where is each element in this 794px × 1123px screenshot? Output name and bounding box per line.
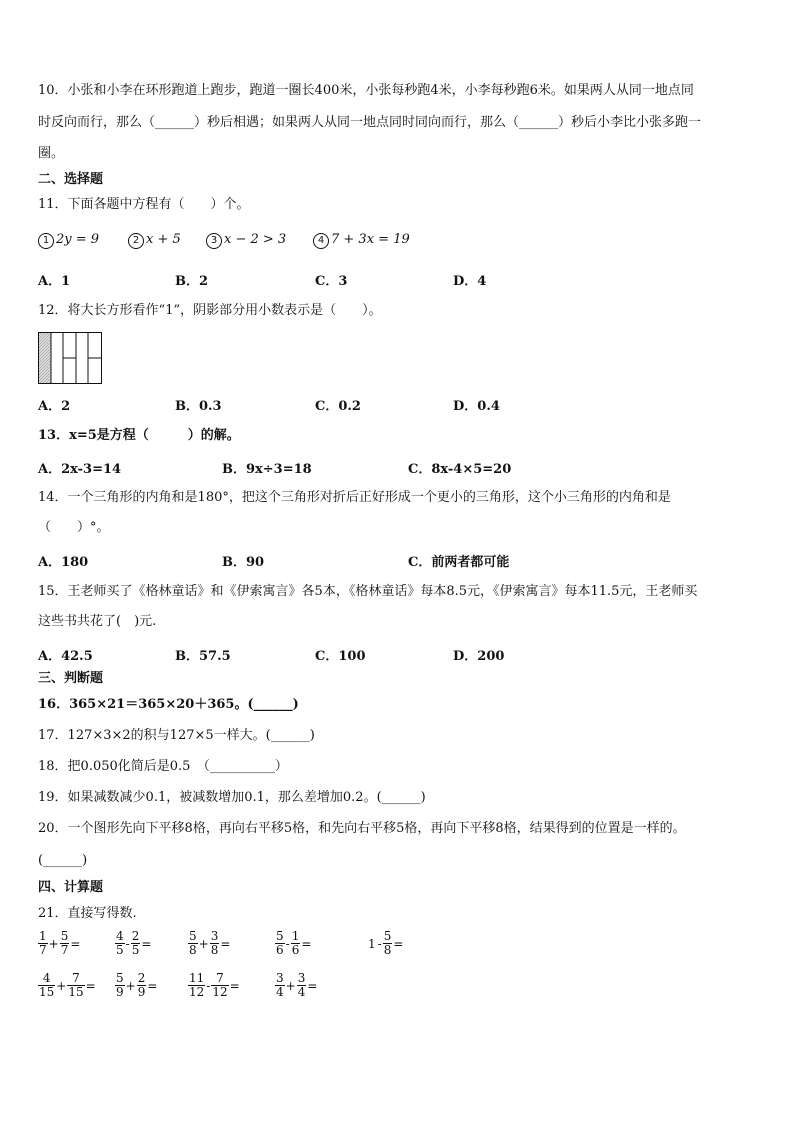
option: A．180 bbox=[38, 555, 89, 570]
option: C．8x-4×5=20 bbox=[408, 462, 512, 477]
q14-options bbox=[38, 551, 758, 569]
q20-line1: 20．一个图形先向下平移8格，再向右平移5格，和先向右平移5格，再向下平移8格，结果得到的位置是一样的。 bbox=[38, 821, 686, 836]
section-heading: 二、选择题 bbox=[38, 172, 104, 187]
q15-options bbox=[38, 645, 758, 663]
calc-item: $\frac{11}{12}$ - $\frac{7}{12}$ = bbox=[189, 971, 240, 999]
q10-line1: 10．小张和小李在环形跑道上跑步，跑道一圈长400米，小张每秒跑4米，小李每秒跑6米。如果两人从同一地点同 bbox=[38, 83, 694, 98]
rectangle-figure bbox=[38, 332, 102, 384]
q12-stem: 12．将大长方形看作“1”，阴影部分用小数表示是（ ）。 bbox=[38, 303, 382, 318]
equation-item: 1 2y = 9 bbox=[38, 232, 99, 249]
calc-item: 1 - $\frac{5}{8}$ = bbox=[368, 929, 404, 957]
option: D．200 bbox=[453, 649, 505, 664]
calc-item: $\frac{5}{6}$ - $\frac{1}{6}$ = bbox=[276, 929, 312, 957]
equation-item: 3 x − 2 > 3 bbox=[206, 232, 286, 249]
q16: 16．365×21＝365×20＋365。(______) bbox=[38, 697, 299, 712]
q17: 17．127×3×2的积与127×5一样大。(______) bbox=[38, 728, 315, 743]
option: C．前两者都可能 bbox=[408, 555, 510, 570]
calc-item: $\frac{5}{8}$ + $\frac{3}{8}$ = bbox=[189, 929, 231, 957]
option: B．57.5 bbox=[175, 649, 231, 664]
q12-options bbox=[38, 395, 758, 413]
calc-item: $\frac{3}{4}$ + $\frac{3}{4}$ = bbox=[276, 971, 318, 999]
q10-line3: 圈。 bbox=[38, 146, 65, 161]
option: A．42.5 bbox=[38, 649, 93, 664]
option: D．0.4 bbox=[453, 399, 500, 414]
option: C．3 bbox=[315, 274, 348, 289]
q11-options bbox=[38, 270, 758, 288]
option: B．2 bbox=[175, 274, 209, 289]
calc-item: $\frac{1}{7}$ + $\frac{5}{7}$ = bbox=[39, 929, 81, 957]
option: B．9x÷3=18 bbox=[222, 462, 312, 477]
calc-item: $\frac{4}{5}$ - $\frac{2}{5}$ = bbox=[116, 929, 152, 957]
option: B．0.3 bbox=[175, 399, 222, 414]
calc-item: $\frac{5}{9}$ + $\frac{2}{9}$ = bbox=[116, 971, 158, 999]
option: A．2 bbox=[38, 399, 71, 414]
q14-line1: 14．一个三角形的内角和是180°，把这个三角形对折后正好形成一个更小的三角形，这个小三角形的内角和是 bbox=[38, 490, 671, 505]
shaded-part bbox=[39, 333, 51, 383]
option: C．0.2 bbox=[315, 399, 361, 414]
q14-line2: （ ）°。 bbox=[38, 520, 110, 535]
equation-item: 2 x + 5 bbox=[128, 232, 181, 249]
q21-stem: 21．直接写得数. bbox=[38, 906, 137, 921]
shaded-rectangle-svg bbox=[39, 333, 101, 383]
q13-stem: 13．x=5是方程（ ）的解。 bbox=[38, 428, 240, 443]
q19: 19．如果减数减少0.1，被减数增加0.1，那么差增加0.2。(______) bbox=[38, 790, 426, 805]
option: C．100 bbox=[315, 649, 366, 664]
equation-item: 4 7 + 3x = 19 bbox=[313, 232, 410, 249]
option: D．4 bbox=[453, 274, 487, 289]
q15-line1: 15．王老师买了《格林童话》和《伊索寓言》各5本，《格林童话》每本8.5元，《伊索寓言》每本11.5元，王老师买 bbox=[38, 584, 698, 599]
section-heading: 三、判断题 bbox=[38, 671, 104, 686]
q18: 18．把0.050化简后是0.5 （__________） bbox=[38, 759, 288, 774]
section-heading: 四、计算题 bbox=[38, 880, 104, 895]
q15-line2: 这些书共花了( )元. bbox=[38, 614, 157, 629]
q11-equations bbox=[38, 232, 758, 252]
q11-stem: 11．下面各题中方程有（ ）个。 bbox=[38, 197, 250, 212]
calc-item: $\frac{4}{15}$ + $\frac{7}{15}$ = bbox=[39, 971, 96, 999]
option: A．1 bbox=[38, 274, 71, 289]
q13-options bbox=[38, 458, 758, 476]
q10-line2: 时反向而行，那么（______）秒后相遇；如果两人从同一地点同时同向而行，那么（______）秒后小李比小张多跑一 bbox=[38, 115, 702, 130]
option: A．2x-3=14 bbox=[38, 462, 122, 477]
q20-line2: (______) bbox=[38, 853, 88, 868]
option: B．90 bbox=[222, 555, 265, 570]
